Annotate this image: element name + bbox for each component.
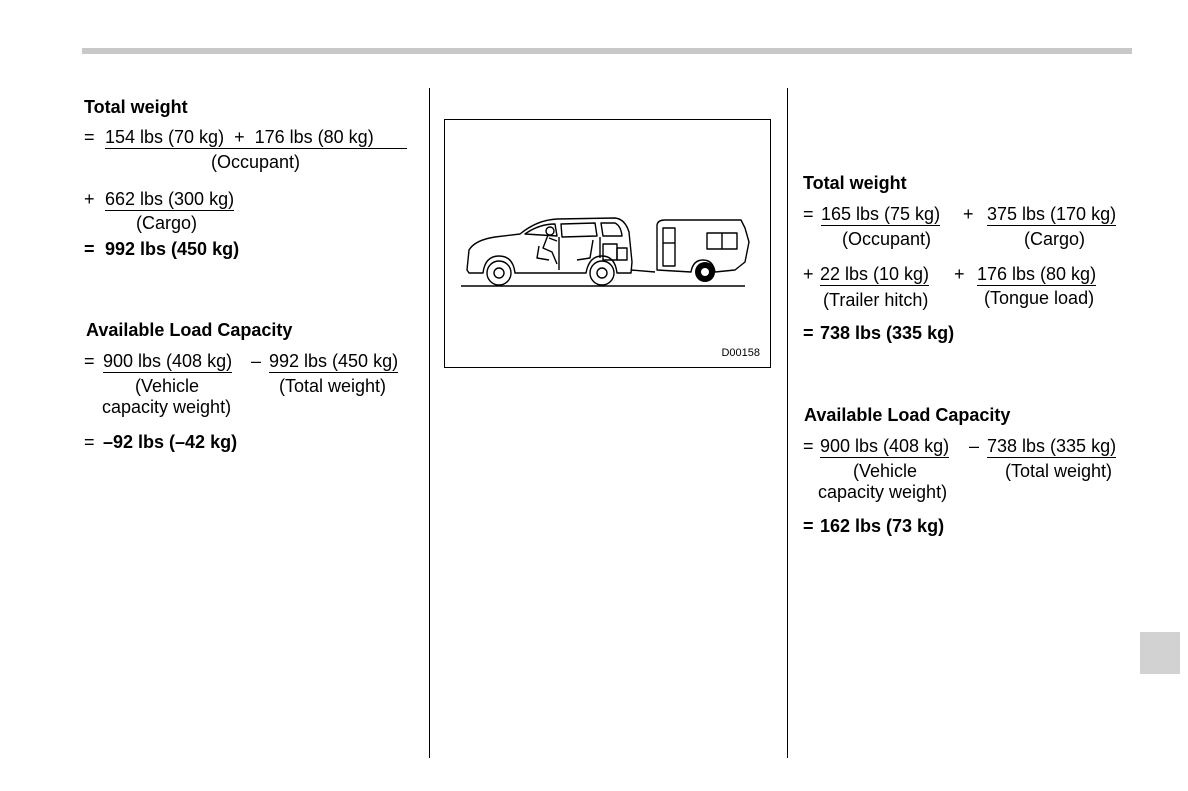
section-thumb-tab xyxy=(1140,632,1180,674)
cargo-weight-term: 662 lbs (300 kg) xyxy=(105,189,235,209)
total-weight-label: (Total weight) xyxy=(1005,461,1113,481)
vehicle-capacity-term: 900 lbs (408 kg) xyxy=(103,351,233,371)
column-divider-right xyxy=(787,88,788,758)
occupant-weight-expression xyxy=(105,127,407,149)
vehicle-capacity-term: 900 lbs (408 kg) xyxy=(820,436,950,456)
minus-sign: – xyxy=(969,436,980,456)
occupant-label: (Occupant) xyxy=(211,152,301,172)
plus-sign: + xyxy=(84,189,95,209)
equals-sign: = xyxy=(84,432,95,452)
total-weight-heading: Total weight xyxy=(84,97,188,117)
equals-sign: = xyxy=(84,127,95,147)
tongue-load-term: 176 lbs (80 kg) xyxy=(977,264,1097,284)
vehicle-label: (Vehicle xyxy=(853,461,918,481)
plus-sign: + xyxy=(234,127,245,147)
total-weight-term: 992 lbs (450 kg) xyxy=(269,351,399,371)
occupant-term-1: 154 lbs (70 kg) xyxy=(105,127,225,147)
minus-sign: – xyxy=(251,351,262,371)
capacity-weight-label: capacity weight) xyxy=(818,482,948,502)
cargo-label: (Cargo) xyxy=(136,213,198,233)
occupant-label: (Occupant) xyxy=(842,229,932,249)
trailer-hitch-term: 22 lbs (10 kg) xyxy=(820,264,930,284)
cargo-weight-term: 375 lbs (170 kg) xyxy=(987,204,1117,224)
equals-sign: = xyxy=(803,323,814,343)
vehicle-trailer-illustration xyxy=(444,119,771,368)
car-towing-trailer-drawing xyxy=(445,120,772,369)
plus-sign: + xyxy=(803,264,814,284)
plus-sign: + xyxy=(954,264,965,284)
load-capacity-result: –92 lbs (–42 kg) xyxy=(103,432,238,452)
figure-code: D00158 xyxy=(721,347,760,359)
total-weight-result: 992 lbs (450 kg) xyxy=(105,239,240,259)
equals-sign: = xyxy=(803,516,814,536)
column-divider-left xyxy=(429,88,430,758)
trailer-hitch-label: (Trailer hitch) xyxy=(823,290,929,310)
header-rule xyxy=(82,48,1132,54)
equals-sign: = xyxy=(84,351,95,371)
cargo-label: (Cargo) xyxy=(1024,229,1086,249)
equals-sign: = xyxy=(84,239,95,259)
available-load-capacity-heading: Available Load Capacity xyxy=(86,320,293,340)
vehicle-label: (Vehicle xyxy=(135,376,200,396)
occupant-term-2: 176 lbs (80 kg) xyxy=(254,127,374,147)
total-weight-label: (Total weight) xyxy=(279,376,387,396)
total-weight-term: 738 lbs (335 kg) xyxy=(987,436,1117,456)
capacity-weight-label: capacity weight) xyxy=(102,397,232,417)
equals-sign: = xyxy=(803,204,814,224)
plus-sign: + xyxy=(963,204,974,224)
load-capacity-result: 162 lbs (73 kg) xyxy=(820,516,945,536)
equals-sign: = xyxy=(803,436,814,456)
tongue-load-label: (Tongue load) xyxy=(984,288,1095,308)
occupant-weight-term: 165 lbs (75 kg) xyxy=(821,204,941,224)
total-weight-result: 738 lbs (335 kg) xyxy=(820,323,955,343)
total-weight-heading: Total weight xyxy=(803,173,907,193)
available-load-capacity-heading: Available Load Capacity xyxy=(804,405,1011,425)
